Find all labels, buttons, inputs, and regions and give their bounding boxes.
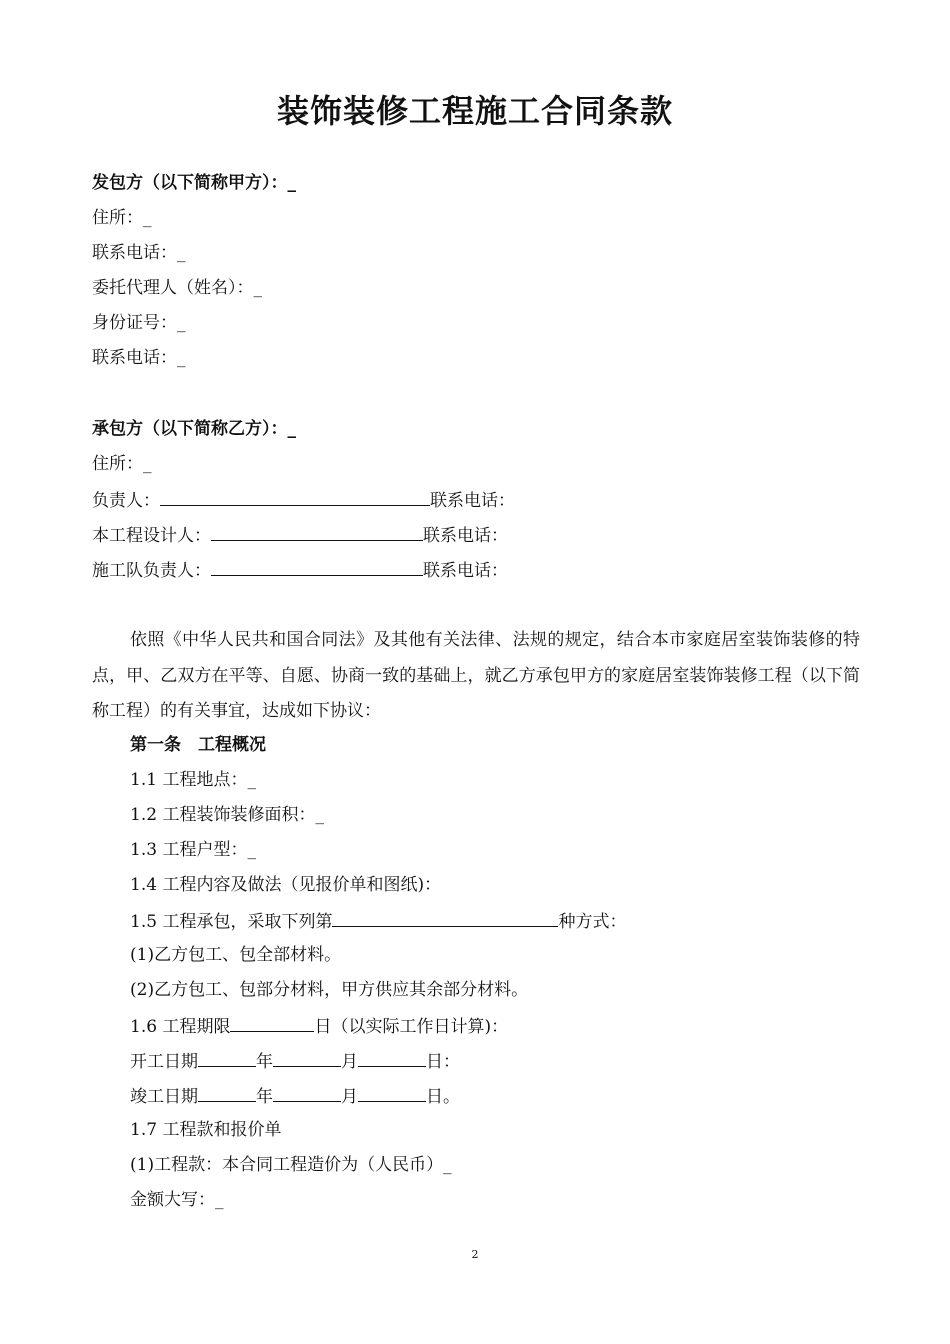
manager-blank [160,488,430,506]
start-month-blank [273,1049,341,1067]
article1-content: 1.4 工程内容及做法（见报价单和图纸)： [130,875,442,895]
article1-location: 1.1 工程地点：_ [130,770,256,790]
end-day-label: 日。 [426,1087,460,1107]
party-b-designer-row [92,523,508,547]
contract-blank [332,909,558,927]
team-label: 施工队负责人： [92,561,211,581]
article1-area: 1.2 工程装饰装修面积：_ [130,805,324,825]
period-suffix: 日（以实际工作日计算)： [314,1017,509,1037]
party-b-team-row [92,558,508,582]
contract-prefix: 1.5 工程承包，采取下列第 [130,912,333,932]
contract-suffix: 种方式： [558,912,627,932]
end-label: 竣工日期 [130,1087,198,1107]
start-day-label: 日： [426,1052,460,1072]
party-a-id: 身份证号：_ [92,313,186,333]
party-b-manager-row [92,488,515,512]
party-a-phone: 联系电话：_ [92,243,186,263]
start-year-blank [198,1049,256,1067]
article1-contract-row [130,909,626,933]
period-prefix: 1.6 工程期限 [130,1017,231,1037]
party-a-address: 住所：_ [92,208,152,228]
start-date-row [130,1049,460,1073]
designer-label: 本工程设计人： [92,526,211,546]
article1-option2: (2)乙方包工、包部分材料，甲方供应其余部分材料。 [130,980,529,1000]
start-year-label: 年 [256,1052,273,1072]
start-day-blank [358,1049,426,1067]
article1-amount: 金额大写：_ [130,1190,224,1210]
end-date-row [130,1084,460,1108]
intro-paragraph: 依照《中华人民共和国合同法》及其他有关法律、法规的规定，结合本市家庭居室装饰装修的特点，甲、乙双方在平等、自愿、协商一致的基础上，就乙方承包甲方的家庭居室装饰装修工程（以下简称工程）的有关事宜，达成如下协议： [92,630,860,721]
article1-price-heading: 1.7 工程款和报价单 [130,1120,282,1140]
end-month-blank [273,1084,341,1102]
article1-period-row [130,1014,508,1038]
article1-price-text: (1)工程款：本合同工程造价为（人民币）_ [130,1155,452,1175]
start-month-label: 月 [341,1052,358,1072]
party-a-heading: 发包方（以下简称甲方）：_ [92,173,296,193]
team-phone-label: 联系电话： [423,561,508,581]
designer-blank [211,523,423,541]
article1-heading: 第一条 工程概况 [130,735,266,755]
page-title: 装饰装修工程施工合同条款 [276,92,673,130]
start-label: 开工日期 [130,1052,198,1072]
designer-phone-label: 联系电话： [423,526,508,546]
end-month-label: 月 [341,1087,358,1107]
manager-label: 负责人： [92,491,160,511]
party-a-agent-phone: 联系电话：_ [92,348,186,368]
article1-type: 1.3 工程户型：_ [130,840,256,860]
party-b-address: 住所：_ [92,454,152,474]
end-year-label: 年 [256,1087,273,1107]
page-number: 2 [471,1248,479,1261]
end-day-blank [358,1084,426,1102]
manager-phone-label: 联系电话： [430,491,515,511]
end-year-blank [198,1084,256,1102]
team-blank [211,558,423,576]
article1-option1: (1)乙方包工、包全部材料。 [130,945,342,965]
period-blank [230,1014,314,1032]
party-b-heading: 承包方（以下简称乙方）：_ [92,419,296,439]
party-a-agent: 委托代理人（姓名）：_ [92,278,262,298]
